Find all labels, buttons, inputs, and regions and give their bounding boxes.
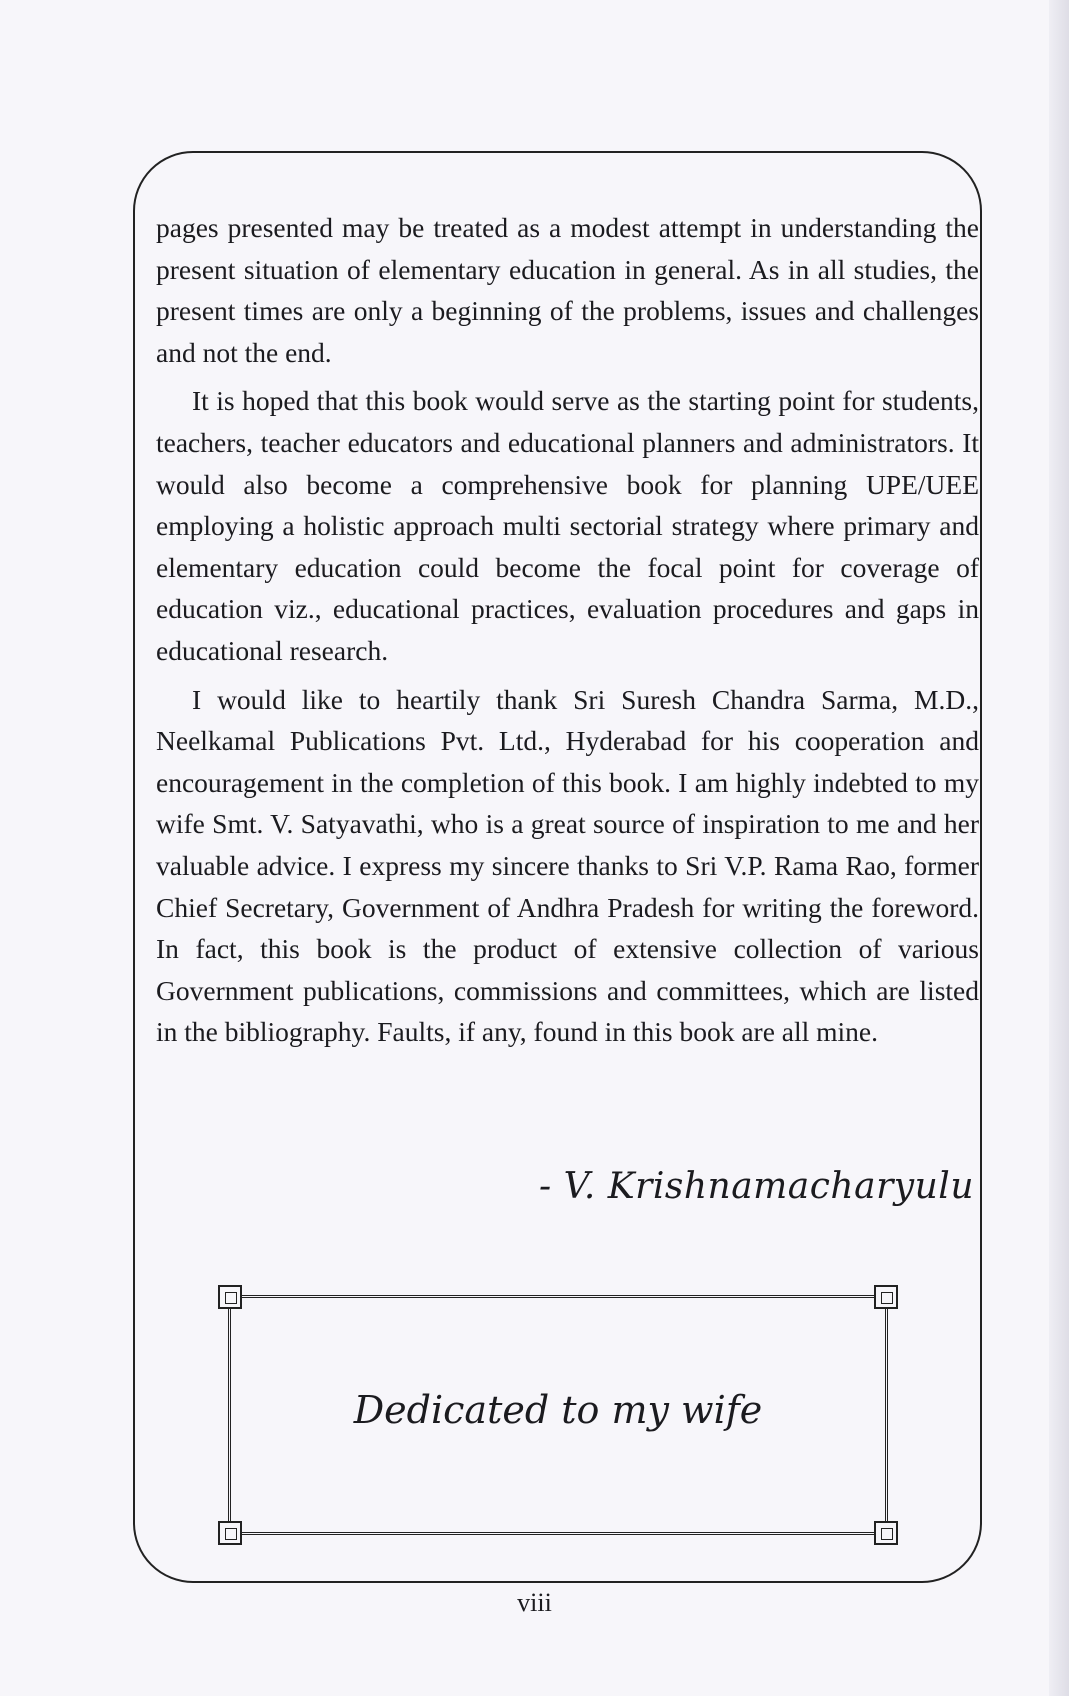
paragraph-2: It is hoped that this book would serve as the starting point for students, teachers, teacher educators and educational planners and administrators. It would also become a comprehensive book for planning UPE/UEE employing a holistic approach multi sectorial strategy where primary and elementary education could become the focal point for coverage of education viz., educational practices, evaluation procedures and gaps in educational research.: [156, 385, 979, 666]
author-signature: - V. Krishnamacharyulu: [539, 1166, 974, 1207]
corner-ornament-bottom-right: [874, 1521, 898, 1545]
corner-ornament-top-left: [218, 1285, 242, 1309]
dedication-text: Dedicated to my wife: [353, 1388, 763, 1432]
page-edge: [1049, 0, 1069, 1696]
paragraph-1: pages presented may be treated as a modest attempt in understanding the present situation of elementary education in general. As in all studies, the present times are only a beginning of the problems, issues and challenges and not the end.: [156, 212, 979, 368]
dedication-box: [228, 1295, 888, 1535]
paragraph-3: I would like to heartily thank Sri Suresh Chandra Sarma, M.D., Neelkamal Publications Pvt. Ltd., Hyderabad for his cooperation and encouragement in the completion of this book. I am highly indebted to my wife Smt. V. Satyavathi, who is a great source of inspiration to me and her valuable advice. I express my sincere thanks to Sri V.P. Rama Rao, former Chief Secretary, Government of Andhra Pradesh for writing the foreword. In fact, this book is the product of extensive collection of various Government publications, commissions and committees, which are listed in the bibliography. Faults, if any, found in this book are all mine.: [156, 683, 979, 1048]
corner-ornament-top-right: [874, 1285, 898, 1309]
page-number: viii: [517, 1588, 552, 1617]
corner-ornament-bottom-left: [218, 1521, 242, 1545]
preface-text: [156, 207, 979, 1060]
